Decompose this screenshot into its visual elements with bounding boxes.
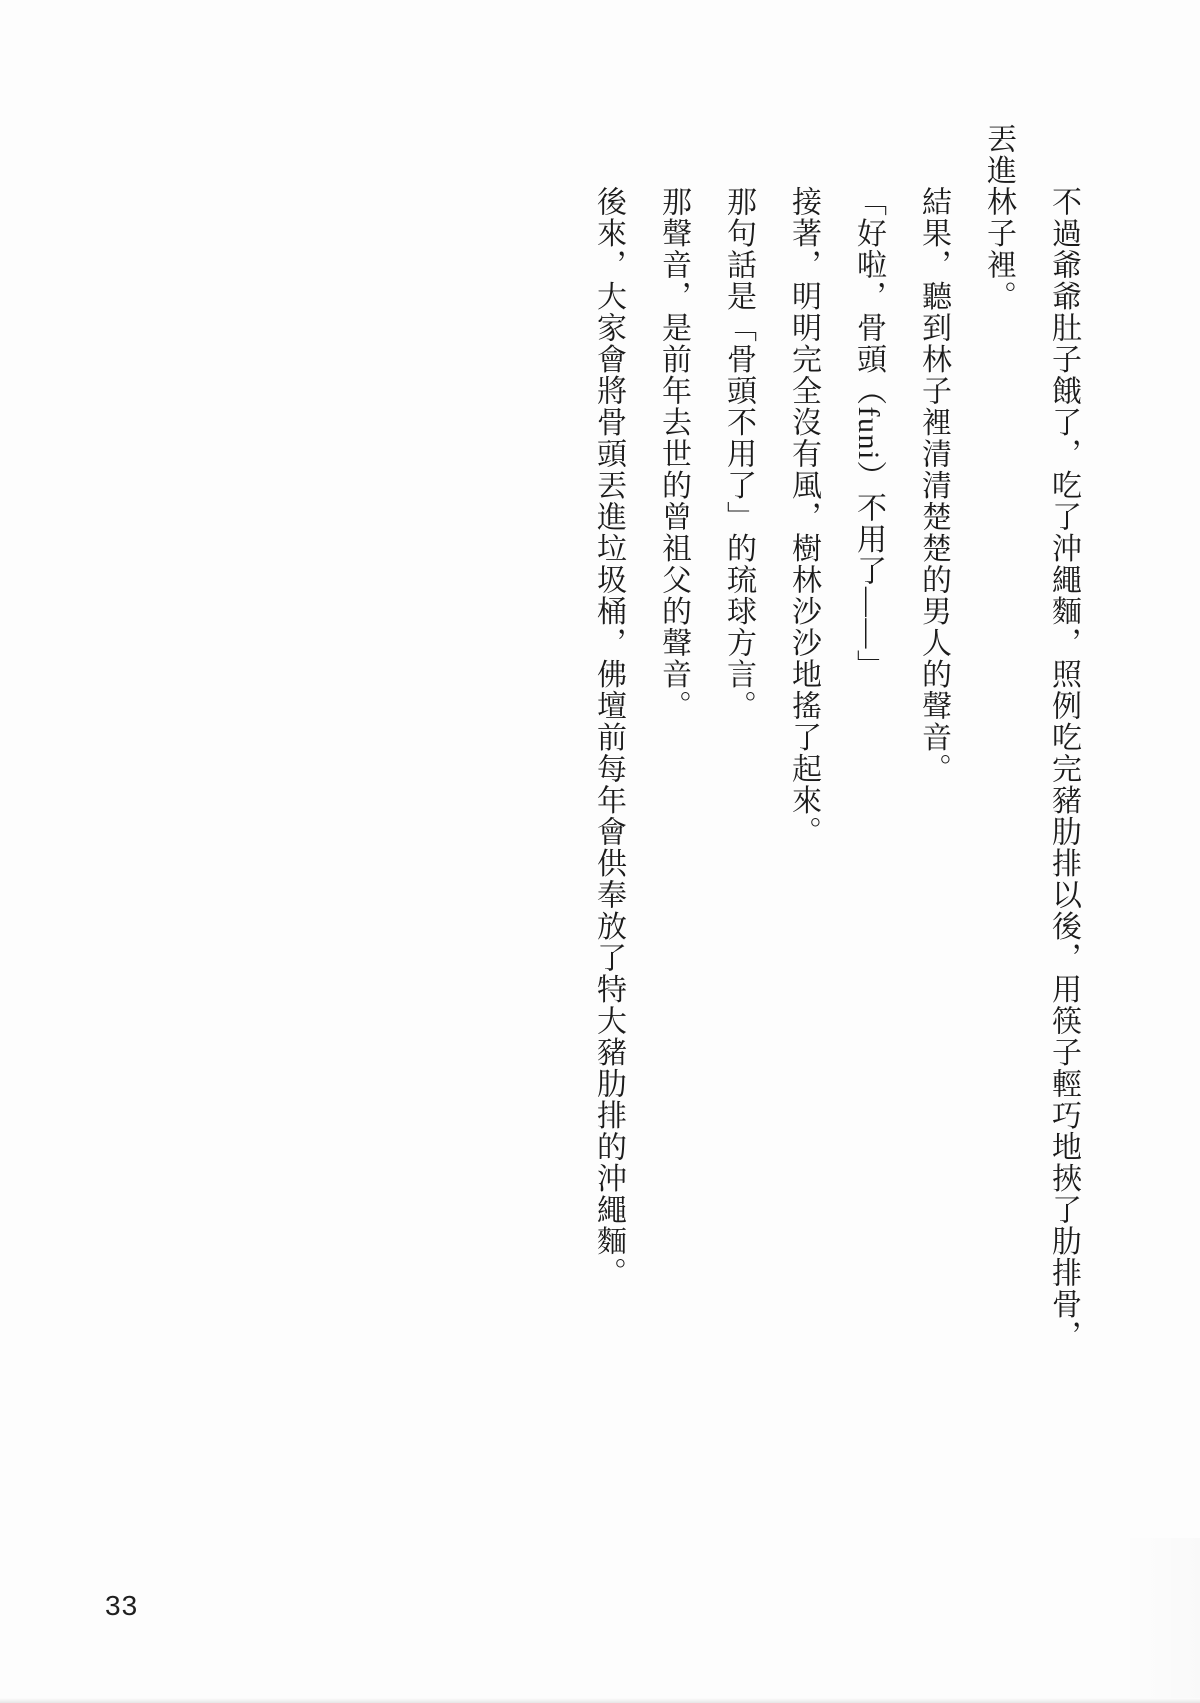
page-number: 33	[105, 1590, 139, 1621]
paragraph-6: 那聲音，是前年去世的曾祖父的聲音。	[657, 186, 690, 722]
paragraph-3-dialogue: 「好啦，骨頭（funi）不用了——」	[852, 186, 885, 682]
page-corner-shade	[1120, 1538, 1200, 1698]
paragraph-4: 接著，明明完全沒有風，樹林沙沙地搖了起來。	[787, 186, 820, 848]
paragraph-7: 後來，大家會將骨頭丟進垃圾桶，佛壇前每年會供奉放了特大豬肋排的沖繩麵。	[592, 186, 625, 1289]
paragraph-1: 不過爺爺肚子餓了，吃了沖繩麵，照例吃完豬肋排以後，用筷子輕巧地挾了肋排骨，丟進林子裡。	[982, 123, 1080, 1352]
paragraph-5: 那句話是「骨頭不用了」的琉球方言。	[722, 186, 755, 722]
paragraph-2: 結果，聽到林子裡清清楚楚的男人的聲音。	[917, 186, 950, 785]
body-text-block	[576, 123, 1096, 1363]
page-bottom-edge	[0, 1698, 1200, 1703]
